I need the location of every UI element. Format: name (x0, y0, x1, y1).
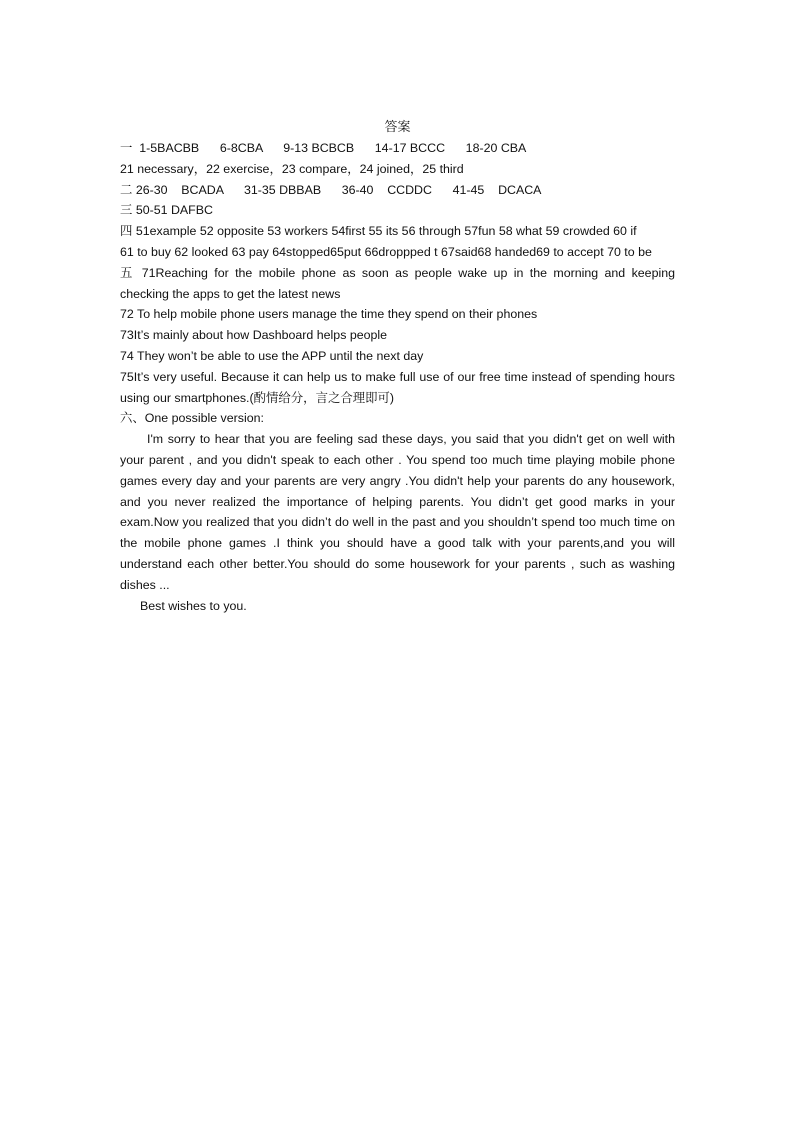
section1-choice-answers: 一 1-5BACBB 6-8CBA 9-13 BCBCB 14-17 BCCC 18-20 CBA (120, 141, 527, 155)
essay-closing: Best wishes to you. (140, 598, 247, 613)
section4-answers-line2: 61 to buy 62 looked 63 pay 64stopped65put 66droppped t 67said68 handed69 to accept 70 to be (120, 244, 652, 259)
answer-73: 73It’s mainly about how Dashboard helps people (120, 328, 388, 343)
section3-answers: 三 50-51 DAFBC (120, 203, 213, 218)
answer-74: 74 They won’t be able to use the APP until the next day (120, 348, 424, 363)
answer-72: 72 To help mobile phone users manage the time they spend on their phones (120, 307, 538, 322)
section1-word-answers: 21 necessary，22 exercise，23 compare，24 joined，25 third (120, 161, 464, 176)
section4-answers-line1: 四 51example 52 opposite 53 workers 54first 55 its 56 through 57fun 58 what 59 crowded 60 if (120, 224, 637, 239)
sample-essay: I'm sorry to hear that you are feeling sad these days, you said that you didn't get on well with your parent , and you didn't speak to each other . You spend too much time playing mobile phone games every day and your parents are very angry .You didn't help your parents do any housework, and you never realized the importance of helping parents. You didn’t get good marks in your exam.Now you realized that you didn’t do well in the past and you shouldn’t spend too much time on the mobile phone games .I think you should have a good talk with your parents,and you will understand each other better.You should do some housework for your parents , such as washing dishes ... (120, 432, 675, 592)
section2-answers: 二 26-30 BCADA 31-35 DBBAB 36-40 CCDDC 41-45 DCACA (120, 182, 542, 197)
answer-71: 五 71Reaching for the mobile phone as soon as people wake up in the morning and keeping checking the apps to get the latest news (120, 265, 675, 301)
section6-heading: 六、One possible version: (120, 411, 264, 426)
answer-75: 75It’s very useful. Because it can help us to make full use of our free time instead of spending hours using our smartphones.(酌情给分，言之合理即可) (120, 369, 675, 405)
answer-key-content (120, 116, 675, 616)
page-title: 答案 (384, 119, 411, 134)
